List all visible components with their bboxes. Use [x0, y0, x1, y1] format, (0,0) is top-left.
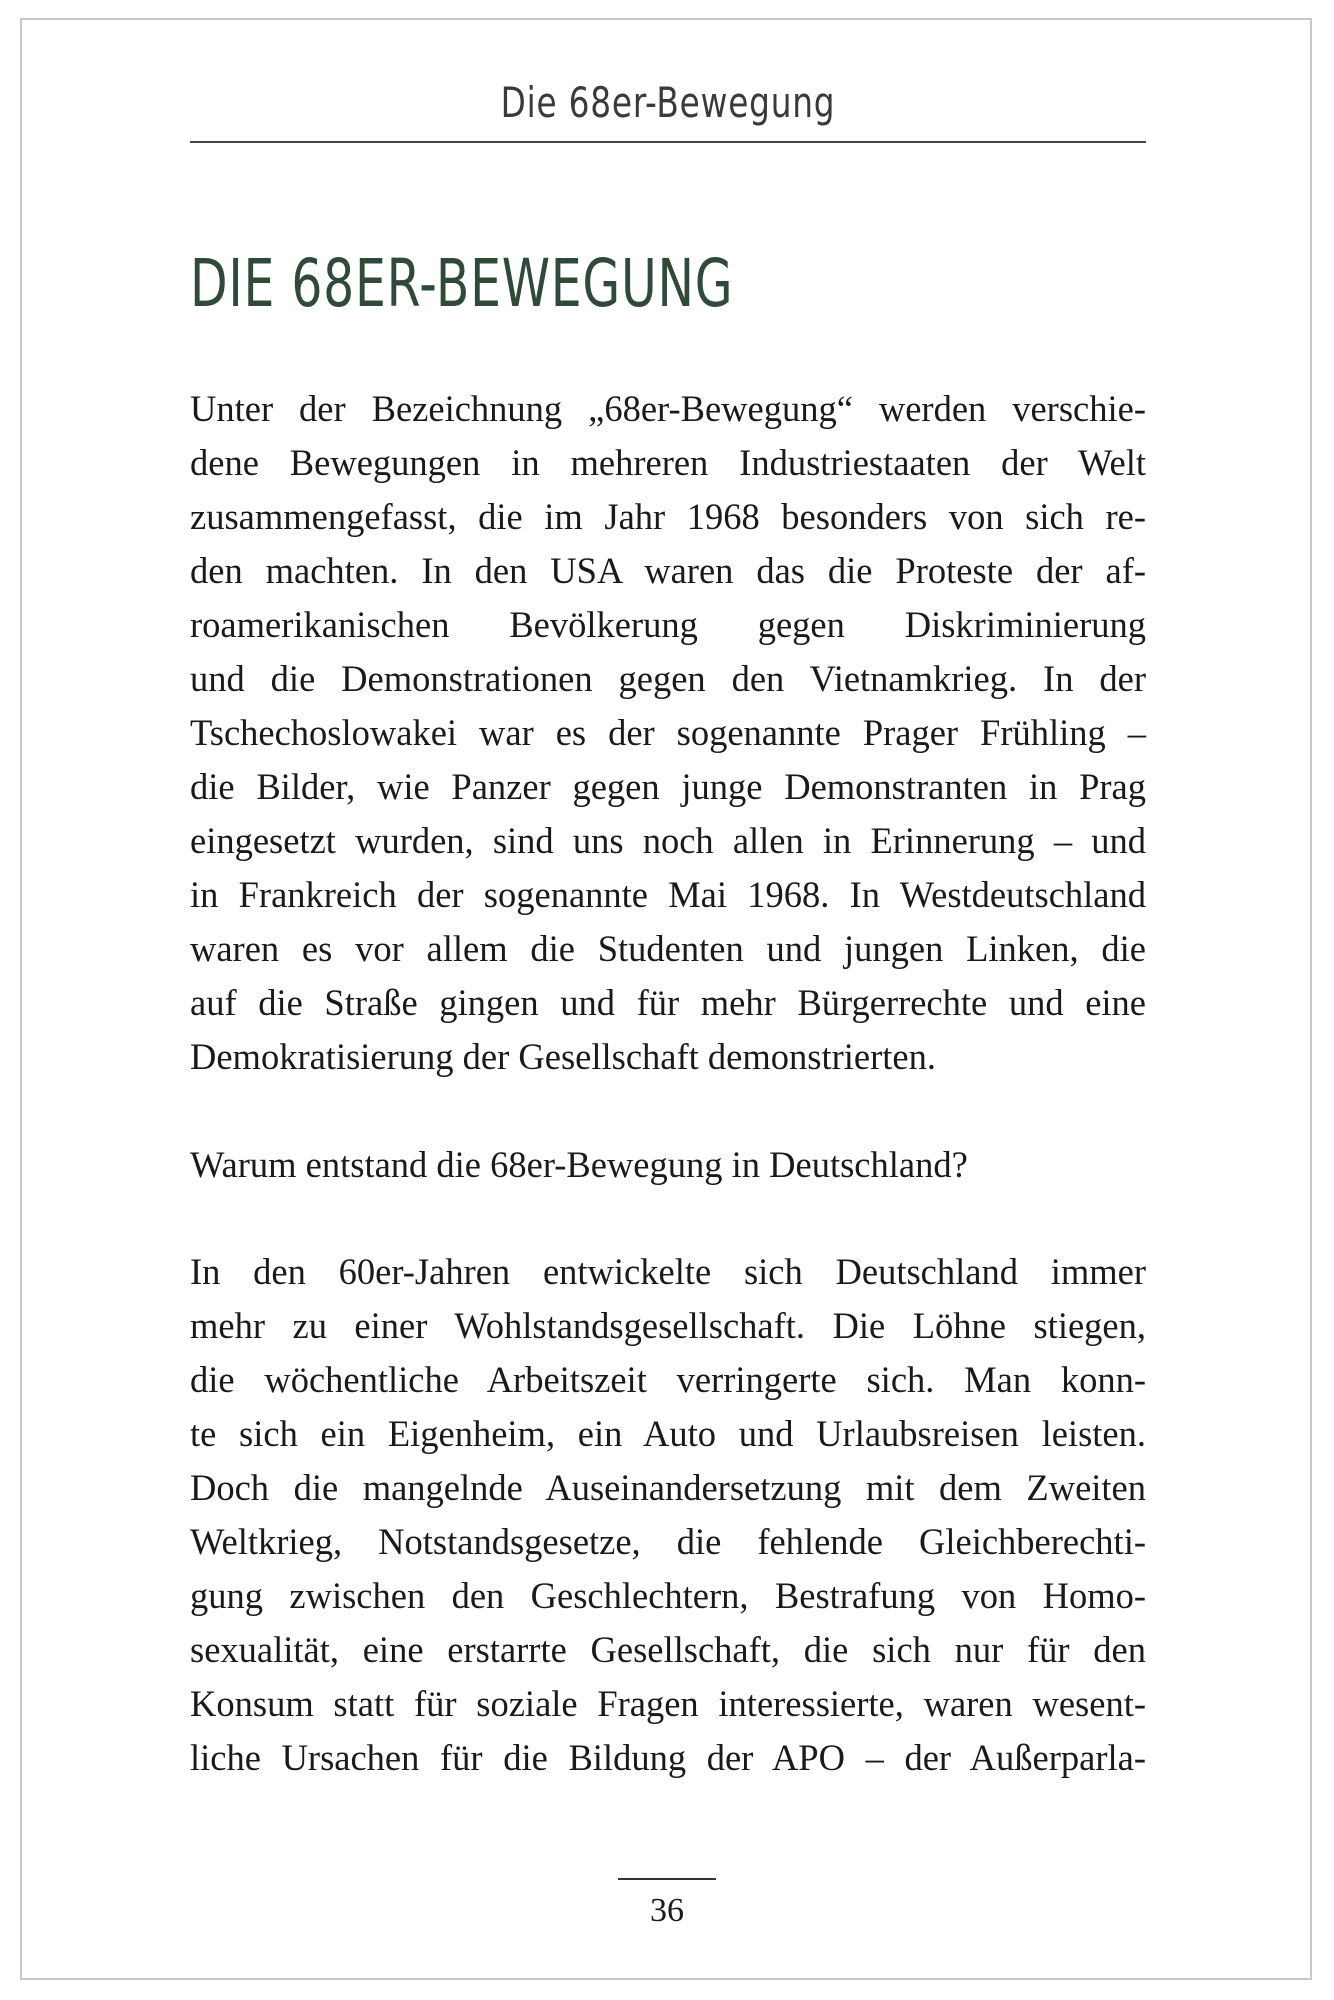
paragraph-1-line: eingesetzt wurden, sind uns noch allen in Erinnerung – und — [190, 820, 1146, 861]
paragraph-1-line: auf die Straße gingen und für mehr Bürgerrechte und eine — [190, 982, 1146, 1023]
paragraph-2-line: mehr zu einer Wohlstandsgesellschaft. Die Löhne stiegen, — [190, 1305, 1146, 1346]
page-number: 36 — [650, 1892, 684, 1929]
paragraph-1-line: den machten. In den USA waren das die Proteste der af- — [190, 550, 1146, 591]
paragraph-1-line: waren es vor allem die Studenten und jungen Linken, die — [190, 928, 1146, 969]
paragraph-2-line: Konsum statt für soziale Fragen interessierte, waren wesent- — [190, 1683, 1146, 1724]
paragraph-2-line: In den 60er-Jahren entwickelte sich Deutschland immer — [190, 1251, 1146, 1292]
paragraph-1-line: Unter der Bezeichnung „68er-Bewegung“ werden verschie- — [190, 388, 1146, 429]
running-head: Die 68er-Bewegung — [500, 78, 836, 127]
header-rule — [190, 141, 1146, 143]
paragraph-2-line: gung zwischen den Geschlechtern, Bestrafung von Homo- — [190, 1575, 1146, 1616]
paragraph-1-line: die Bilder, wie Panzer gegen junge Demonstranten in Prag — [190, 766, 1146, 807]
paragraph-1-line: dene Bewegungen in mehreren Industriestaaten der Welt — [190, 442, 1146, 483]
paragraph-2-line: te sich ein Eigenheim, ein Auto und Urlaubsreisen leisten. — [190, 1413, 1146, 1454]
footer-rule — [618, 1878, 716, 1880]
question-heading: Warum entstand die 68er-Bewegung in Deutschland? — [190, 1144, 968, 1185]
paragraph-1-line: in Frankreich der sogenannte Mai 1968. In Westdeutschland — [190, 874, 1146, 915]
paragraph-1-line: und die Demonstrationen gegen den Vietnamkrieg. In der — [190, 658, 1146, 699]
paragraph-2-line: die wöchentliche Arbeitszeit verringerte sich. Man konn- — [190, 1359, 1146, 1400]
paragraph-2-line: liche Ursachen für die Bildung der APO – der Außerparla- — [190, 1737, 1146, 1778]
paragraph-1-line: roamerikanischen Bevölkerung gegen Diskriminierung — [190, 604, 1146, 645]
paragraph-2-line: Doch die mangelnde Auseinandersetzung mit dem Zweiten — [190, 1467, 1146, 1508]
chapter-title: DIE 68ER-BEWEGUNG — [190, 245, 734, 322]
paragraph-2-line: Weltkrieg, Notstandsgesetze, die fehlende Gleichberechti- — [190, 1521, 1146, 1562]
paragraph-2-line: sexualität, eine erstarrte Gesellschaft, die sich nur für den — [190, 1629, 1146, 1670]
paragraph-1-line: Tschechoslowakei war es der sogenannte Prager Frühling – — [190, 712, 1146, 753]
paragraph-1-line: Demokratisierung der Gesellschaft demonstrierten. — [190, 1036, 936, 1077]
paragraph-1-line: zusammengefasst, die im Jahr 1968 besonders von sich re- — [190, 496, 1146, 537]
